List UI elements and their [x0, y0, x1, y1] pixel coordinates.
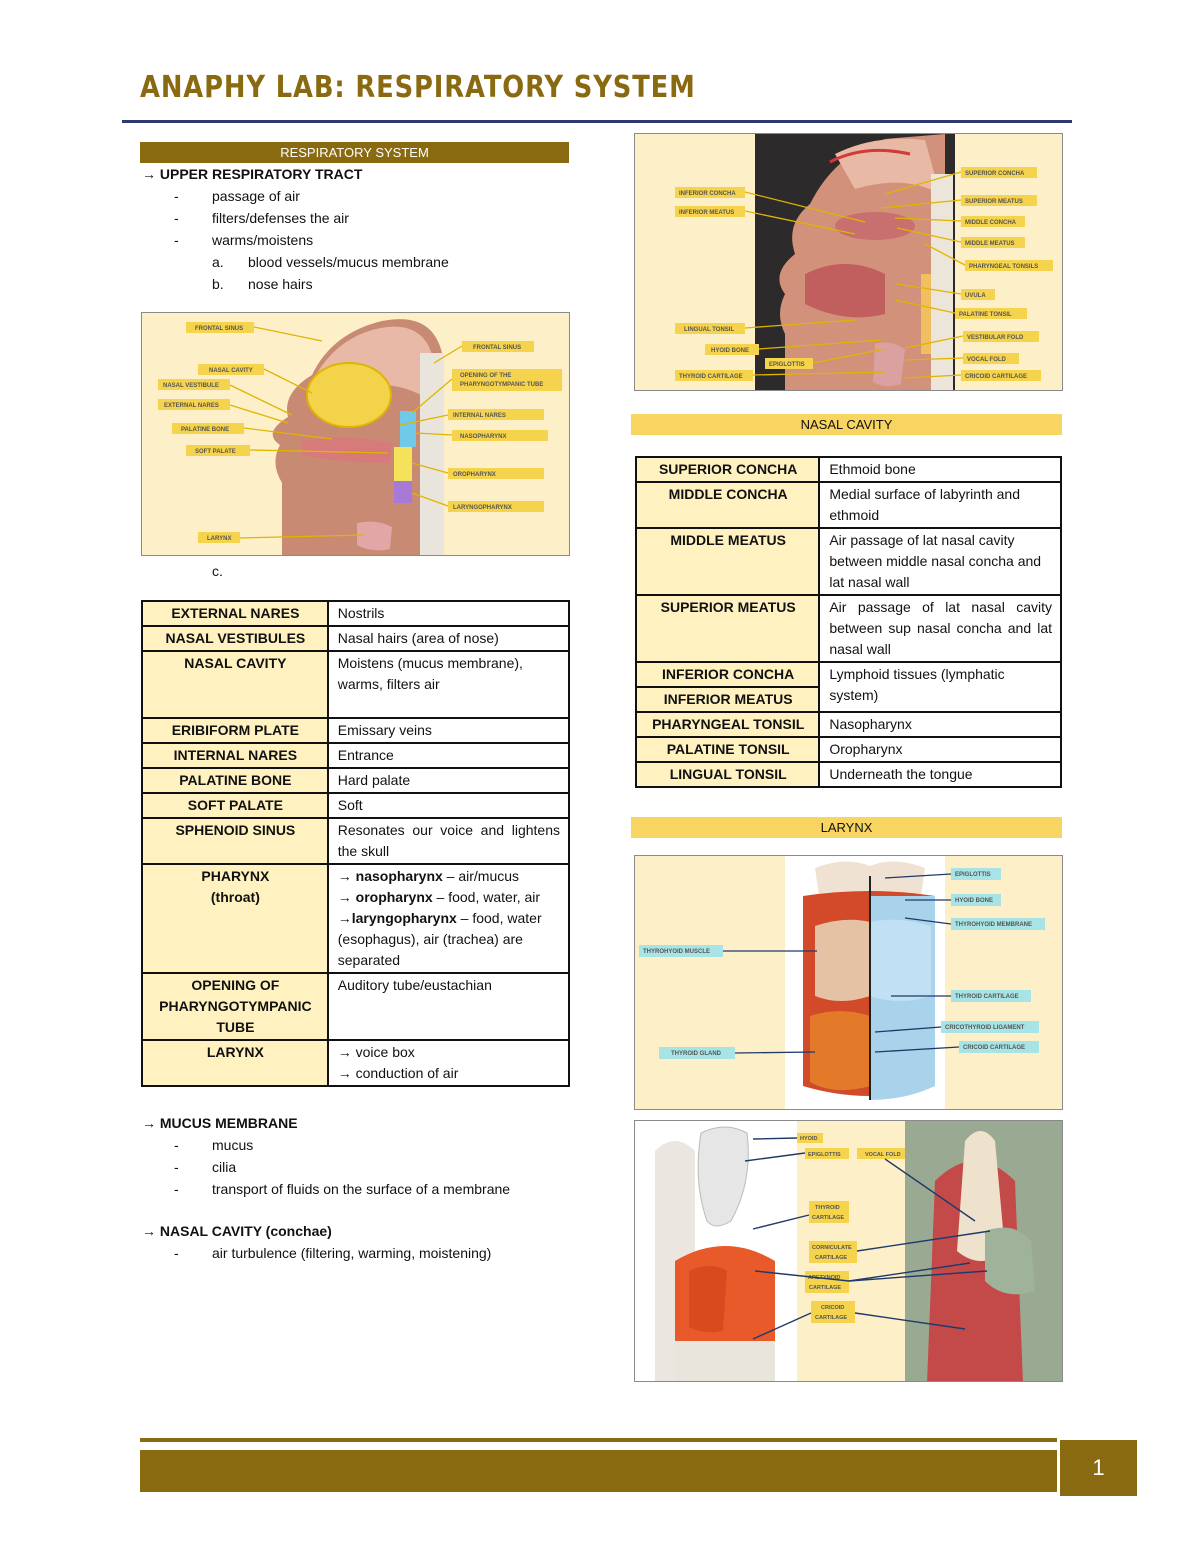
fig2-label-superior-concha: SUPERIOR CONCHA — [965, 171, 1025, 177]
upper-tract-table — [141, 600, 570, 1087]
fig2-label-uvula: UVULA — [965, 293, 986, 299]
upper-tract-heading: → UPPER RESPIRATORY TRACT — [142, 166, 363, 182]
fig1-label-nasal-cavity: NASAL CAVITY — [209, 368, 253, 374]
upper-tract-notes — [142, 163, 572, 295]
fig4-label-hyoid: HYOID — [800, 1136, 818, 1142]
larynx-anterior-illustration — [635, 856, 1063, 1110]
fig3-label-cricoid-cartilage: CRICOID CARTILAGE — [963, 1045, 1025, 1051]
fig3-label-thyrohyoid-muscle: THYROHYOID MUSCLE — [643, 949, 711, 955]
table-row: LINGUAL TONSIL Underneath the tongue — [636, 762, 1061, 787]
nasal-cavity-band: NASAL CAVITY — [631, 414, 1062, 435]
fig2-label-lingual-tonsil: LINGUAL TONSIL — [684, 327, 735, 333]
c-label: c. — [212, 563, 223, 579]
page-number: 1 — [1060, 1440, 1137, 1496]
table-row: LARYNX → voice box → conduction of air — [142, 1040, 569, 1086]
fig2-label-thyroid-cartilage: THYROID CARTILAGE — [679, 374, 743, 380]
fig3-label-thyroid-cartilage: THYROID CARTILAGE — [955, 994, 1019, 1000]
fig1-label-opening-2: PHARYNGOTYMPANIC TUBE — [460, 382, 544, 388]
fig2-label-middle-concha: MIDDLE CONCHA — [965, 220, 1016, 226]
larynx-anterior-figure — [634, 855, 1063, 1110]
fig1-label-frontal-sinus-left: FRONTAL SINUS — [195, 326, 244, 332]
fig4-label-corniculate-1: CORNICULATE — [812, 1245, 852, 1251]
fig2-label-pharyngeal-tonsils: PHARYNGEAL TONSILS — [969, 264, 1039, 270]
head-sagittal-figure — [141, 312, 570, 556]
fig1-label-oropharynx: OROPHARYNX — [453, 472, 496, 478]
list-item: - passage of air — [174, 188, 300, 204]
fig4-label-epiglottis: EPIGLOTTIS — [808, 1152, 841, 1158]
fig1-label-internal-nares: INTERNAL NARES — [453, 413, 506, 419]
pharynx-sagittal-figure — [634, 133, 1063, 391]
fig4-label-thyroid-2: CARTILAGE — [812, 1215, 845, 1221]
fig4-label-vocal-fold: VOCAL FOLD — [865, 1152, 901, 1158]
fig2-label-vocal-fold: VOCAL FOLD — [967, 357, 1006, 363]
fig1-label-nasopharynx: NASOPHARYNX — [460, 434, 507, 440]
table-row: EXTERNAL NARES Nostrils — [142, 601, 569, 626]
fig1-label-larynx: LARYNX — [207, 536, 232, 542]
table-row: OPENING OF PHARYNGOTYMPANIC TUBE Auditory tube/eustachian — [142, 973, 569, 1040]
fig1-label-soft-palate: SOFT PALATE — [195, 449, 236, 455]
sub-item: b. nose hairs — [212, 276, 313, 292]
sub-item: a. blood vessels/mucus membrane — [212, 254, 449, 270]
table-row: SOFT PALATE Soft — [142, 793, 569, 818]
fig1-label-nasal-vestibule: NASAL VESTIBULE — [163, 383, 219, 389]
table-row: INFERIOR MEATUS — [636, 687, 1061, 712]
fig1-label-palatine-bone: PALATINE BONE — [181, 427, 230, 433]
fig4-label-cricoid-1: CRICOID — [821, 1305, 845, 1311]
list-item: - air turbulence (filtering, warming, moistening) — [174, 1245, 492, 1261]
fig3-label-thyroid-gland: THYROID GLAND — [671, 1051, 721, 1057]
list-item: - filters/defenses the air — [174, 210, 349, 226]
conchae-heading: → NASAL CAVITY (conchae) — [142, 1223, 332, 1239]
fig2-label-vestibular-fold: VESTIBULAR FOLD — [967, 335, 1024, 341]
table-row: NASAL CAVITY Moistens (mucus membrane), warms, filters air — [142, 651, 569, 718]
fig3-label-thyrohyoid-membrane: THYROHYOID MEMBRANE — [955, 922, 1033, 928]
table-row: ERIBIFORM PLATE Emissary veins — [142, 718, 569, 743]
mucus-notes — [142, 1112, 572, 1200]
fig3-label-cricothyroid-ligament: CRICOTHYROID LIGAMENT — [945, 1025, 1025, 1031]
list-item: - warms/moistens — [174, 232, 314, 248]
footer-rule — [140, 1438, 1057, 1442]
fig4-label-arytenoid-1: ARETYNOID — [808, 1275, 841, 1281]
fig1-label-laryngopharynx: LARYNGOPHARYNX — [453, 505, 512, 511]
table-row: PHARYNX (throat) → nasopharynx – air/mucus → oropharynx – food, water, air →laryngopharynx – food, water (esophagus), air (trachea) are separated — [142, 864, 569, 973]
fig2-label-hyoid-bone: HYOID BONE — [711, 348, 750, 354]
conchae-notes — [142, 1220, 572, 1264]
fig4-label-arytenoid-2: CARTILAGE — [809, 1285, 842, 1291]
fig2-label-superior-meatus: SUPERIOR MEATUS — [965, 199, 1023, 205]
head-sagittal-illustration — [142, 313, 570, 556]
page-title: ANAPHY LAB: RESPIRATORY SYSTEM — [140, 70, 696, 105]
table-row: MIDDLE MEATUS Air passage of lat nasal cavity between middle nasal concha and lat nasal wall — [636, 528, 1061, 595]
fig1-label-opening-1: OPENING OF THE — [460, 373, 512, 379]
table-row: INTERNAL NARES Entrance — [142, 743, 569, 768]
respiratory-system-band: RESPIRATORY SYSTEM — [140, 142, 569, 163]
fig4-label-corniculate-2: CARTILAGE — [815, 1255, 848, 1261]
table-row: PALATINE TONSIL Oropharynx — [636, 737, 1061, 762]
table-row: MIDDLE CONCHA Medial surface of labyrinth and ethmoid — [636, 482, 1061, 528]
table-row: SUPERIOR MEATUS Air passage of lat nasal cavity between sup nasal concha and lat nasal wall — [636, 595, 1061, 662]
fig3-label-hyoid-bone: HYOID BONE — [955, 898, 994, 904]
larynx-posterior-illustration — [635, 1121, 1063, 1382]
fig1-label-external-nares: EXTERNAL NARES — [164, 403, 219, 409]
mucus-heading: → MUCUS MEMBRANE — [142, 1115, 298, 1131]
table-row: INFERIOR CONCHA Lymphoid tissues (lymphatic system) — [636, 662, 1061, 687]
fig1-label-frontal-sinus-right: FRONTAL SINUS — [473, 345, 522, 351]
table-row: SPHENOID SINUS Resonates our voice and lightens the skull — [142, 818, 569, 864]
list-item: - cilia — [174, 1159, 237, 1175]
fig2-label-inferior-concha: INFERIOR CONCHA — [679, 191, 736, 197]
fig2-label-palatine-tonsil: PALATINE TONSIL — [959, 312, 1012, 318]
title-rule — [122, 120, 1072, 123]
list-item: - transport of fluids on the surface of a membrane — [174, 1181, 511, 1197]
fig2-label-epiglottis: EPIGLOTTIS — [769, 362, 805, 368]
fig3-label-epiglottis: EPIGLOTTIS — [955, 872, 991, 878]
table-row: NASAL VESTIBULES Nasal hairs (area of nose) — [142, 626, 569, 651]
table-row: PALATINE BONE Hard palate — [142, 768, 569, 793]
table-row: SUPERIOR CONCHA Ethmoid bone — [636, 457, 1061, 482]
larynx-band: LARYNX — [631, 817, 1062, 838]
fig2-label-cricoid-cartilage: CRICOID CARTILAGE — [965, 374, 1027, 380]
larynx-posterior-figure — [634, 1120, 1063, 1382]
fig2-label-inferior-meatus: INFERIOR MEATUS — [679, 210, 735, 216]
footer-bar — [140, 1450, 1057, 1492]
fig2-label-middle-meatus: MIDDLE MEATUS — [965, 241, 1015, 247]
list-item: - mucus — [174, 1137, 254, 1153]
fig4-label-cricoid-2: CARTILAGE — [815, 1315, 848, 1321]
nasal-cavity-table — [635, 456, 1062, 788]
table-row: PHARYNGEAL TONSIL Nasopharynx — [636, 712, 1061, 737]
fig4-label-thyroid-1: THYROID — [815, 1205, 840, 1211]
pharynx-sagittal-illustration — [635, 134, 1063, 391]
